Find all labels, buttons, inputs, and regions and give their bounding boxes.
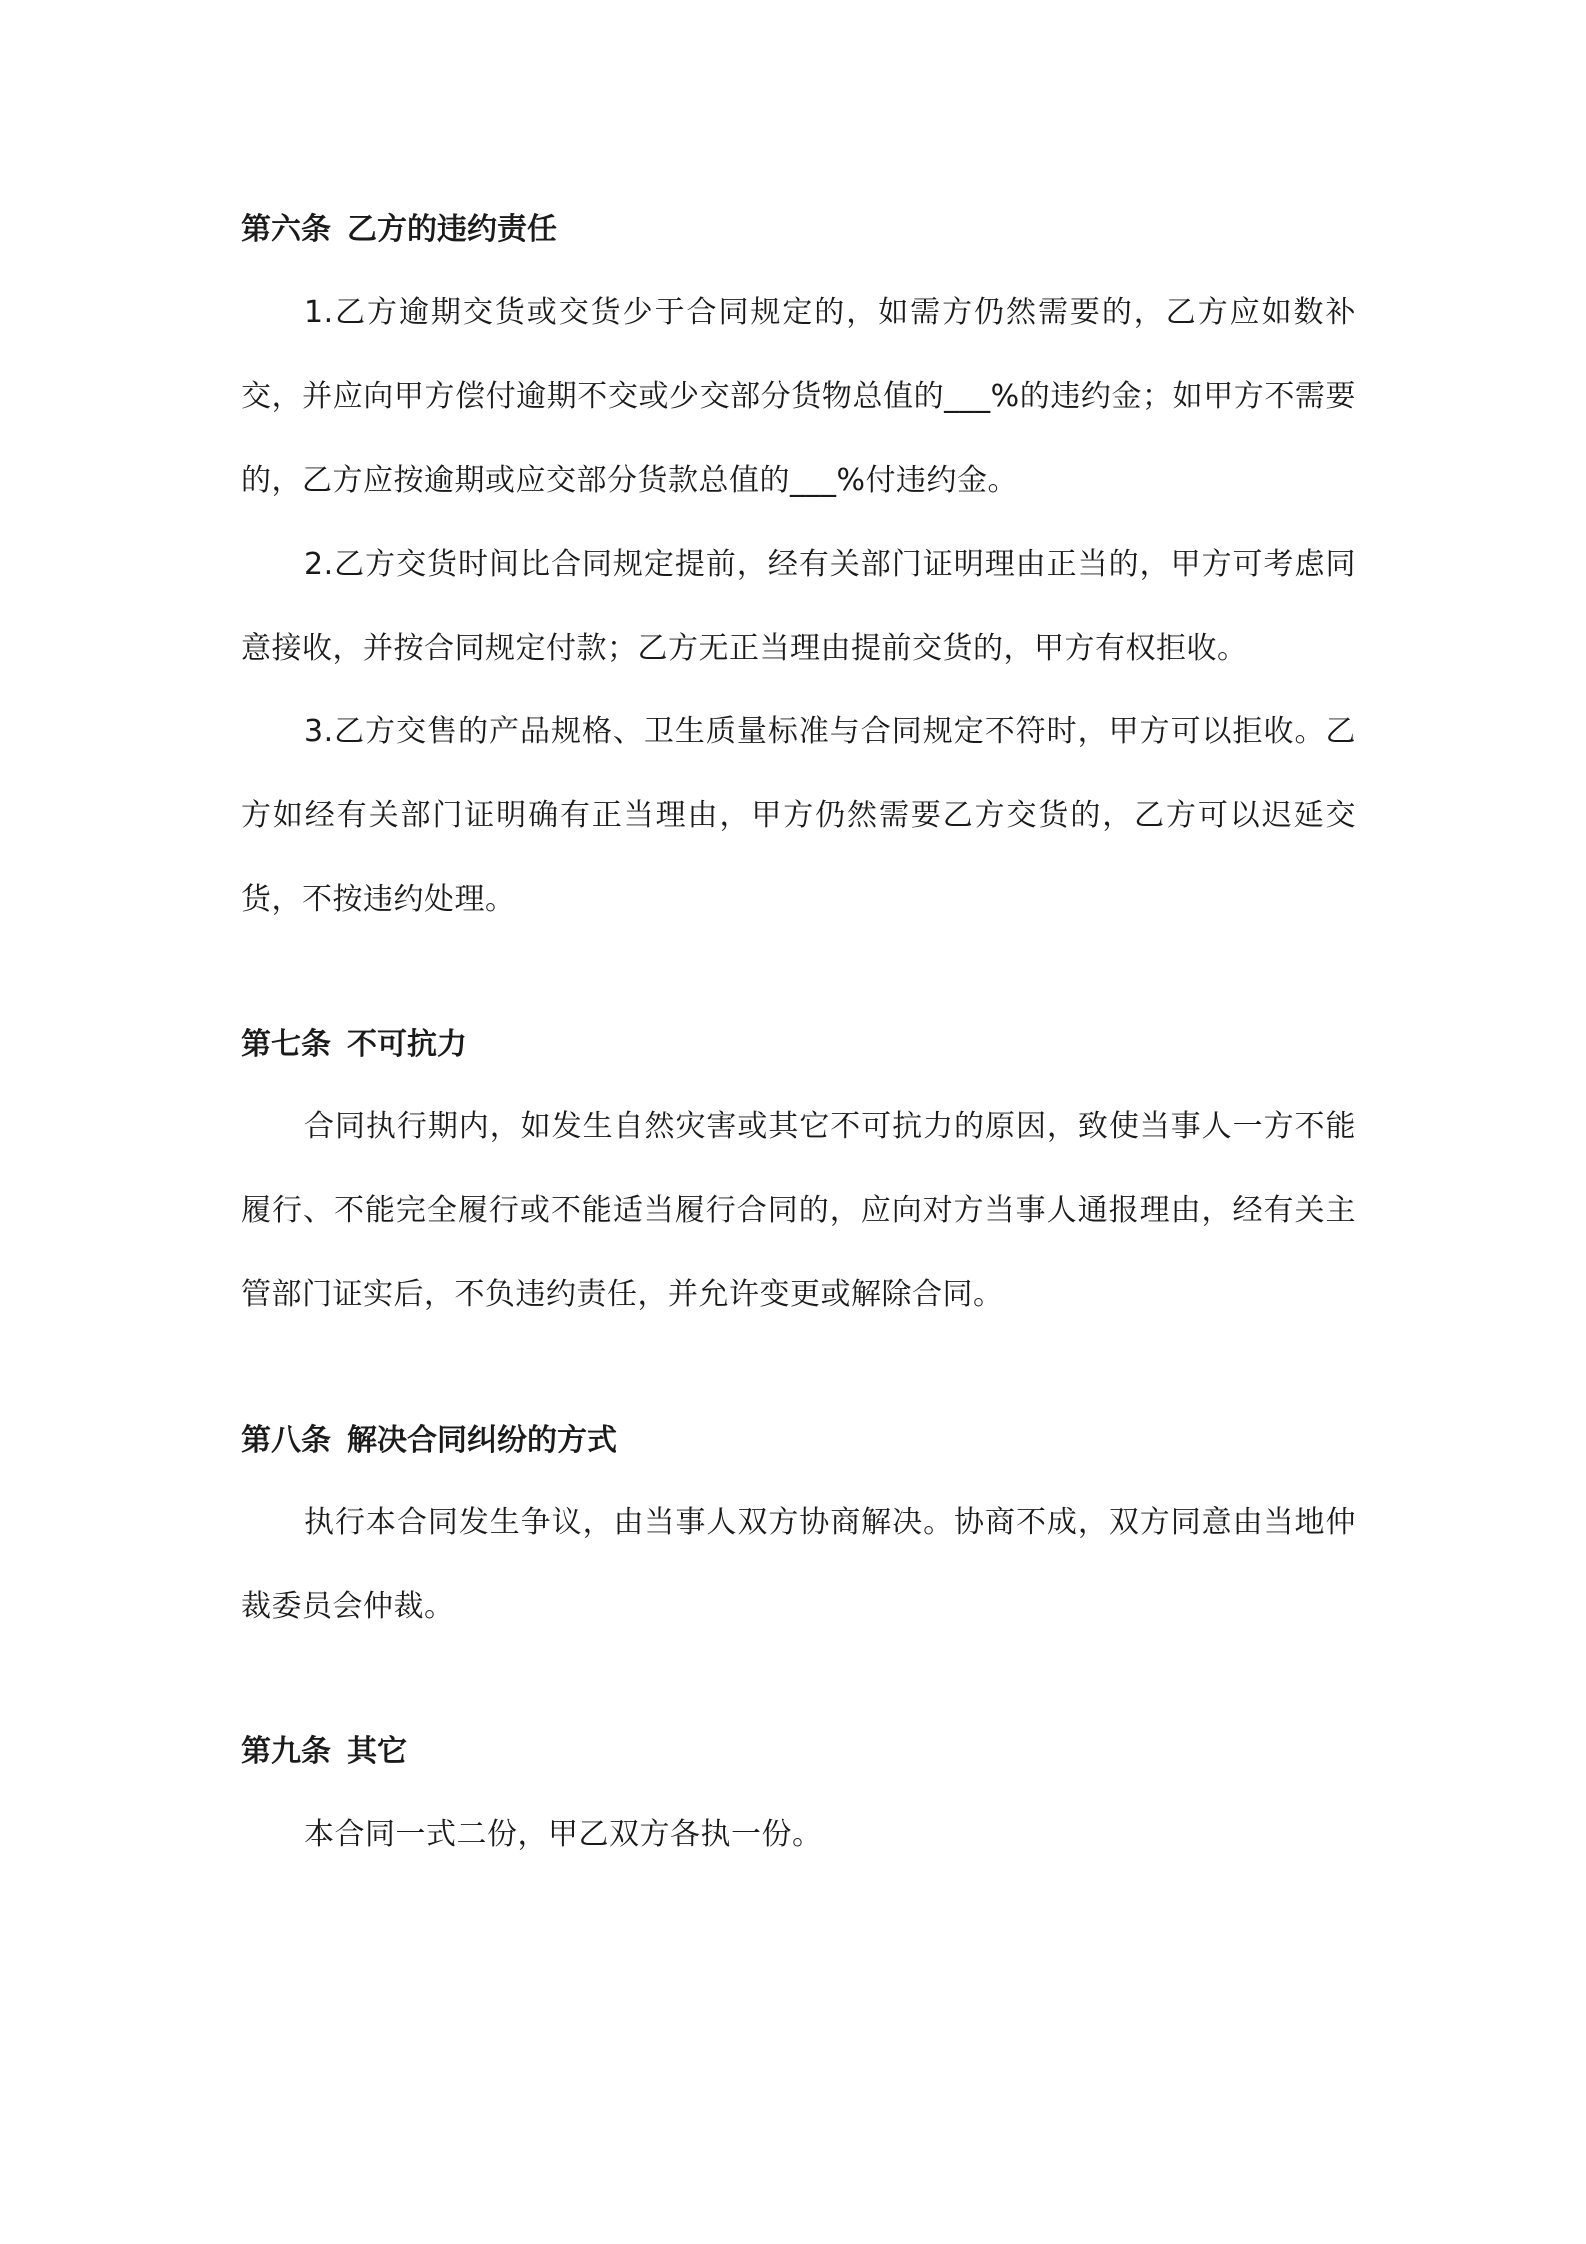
section-7-paragraph-1: 合同执行期内，如发生自然灾害或其它不可抗力的原因，致使当事人一方不能履行、不能完全履行或不能适当履行合同的，应向对方当事人通报理由，经有关主管部门证实后，不负违约责任，并允许变更或解除合同。 [241, 1109, 1356, 1312]
section-6-paragraph-2: 2.乙方交货时间比合同规定提前，经有关部门证明理由正当的，甲方可考虑同意接收，并按合同规定付款；乙方无正当理由提前交货的，甲方有权拒收。 [241, 547, 1356, 666]
section-number: 第七条 [241, 1027, 331, 1062]
section-title: 乙方的违约责任 [347, 212, 557, 247]
section-title: 解决合同纠纷的方式 [347, 1423, 617, 1458]
section-title: 不可抗力 [347, 1027, 467, 1062]
section-6-heading [241, 210, 557, 250]
section-6-paragraph-3: 3.乙方交售的产品规格、卫生质量标准与合同规定不符时，甲方可以拒收。乙方如经有关部门证明确有正当理由，甲方仍然需要乙方交货的，乙方可以迟延交货，不按违约处理。 [241, 714, 1356, 917]
section-9-paragraph-1: 本合同一式二份，甲乙双方各执一份。 [304, 1817, 823, 1852]
section-9-heading [241, 1732, 407, 1772]
section-number: 第九条 [241, 1734, 331, 1769]
section-number: 第六条 [241, 212, 331, 247]
section-8-heading [241, 1421, 617, 1461]
section-8-paragraph-1: 执行本合同发生争议，由当事人双方协商解决。协商不成，双方同意由当地仲裁委员会仲裁。 [241, 1505, 1356, 1624]
section-7-heading [241, 1025, 467, 1065]
section-title: 其它 [347, 1734, 407, 1769]
section-number: 第八条 [241, 1423, 331, 1458]
section-6-paragraph-1: 1.乙方逾期交货或交货少于合同规定的，如需方仍然需要的，乙方应如数补交，并应向甲方偿付逾期不交或少交部分货物总值的___%的违约金；如甲方不需要的，乙方应按逾期或应交部分货款总值的___%付违约金。 [241, 295, 1356, 498]
